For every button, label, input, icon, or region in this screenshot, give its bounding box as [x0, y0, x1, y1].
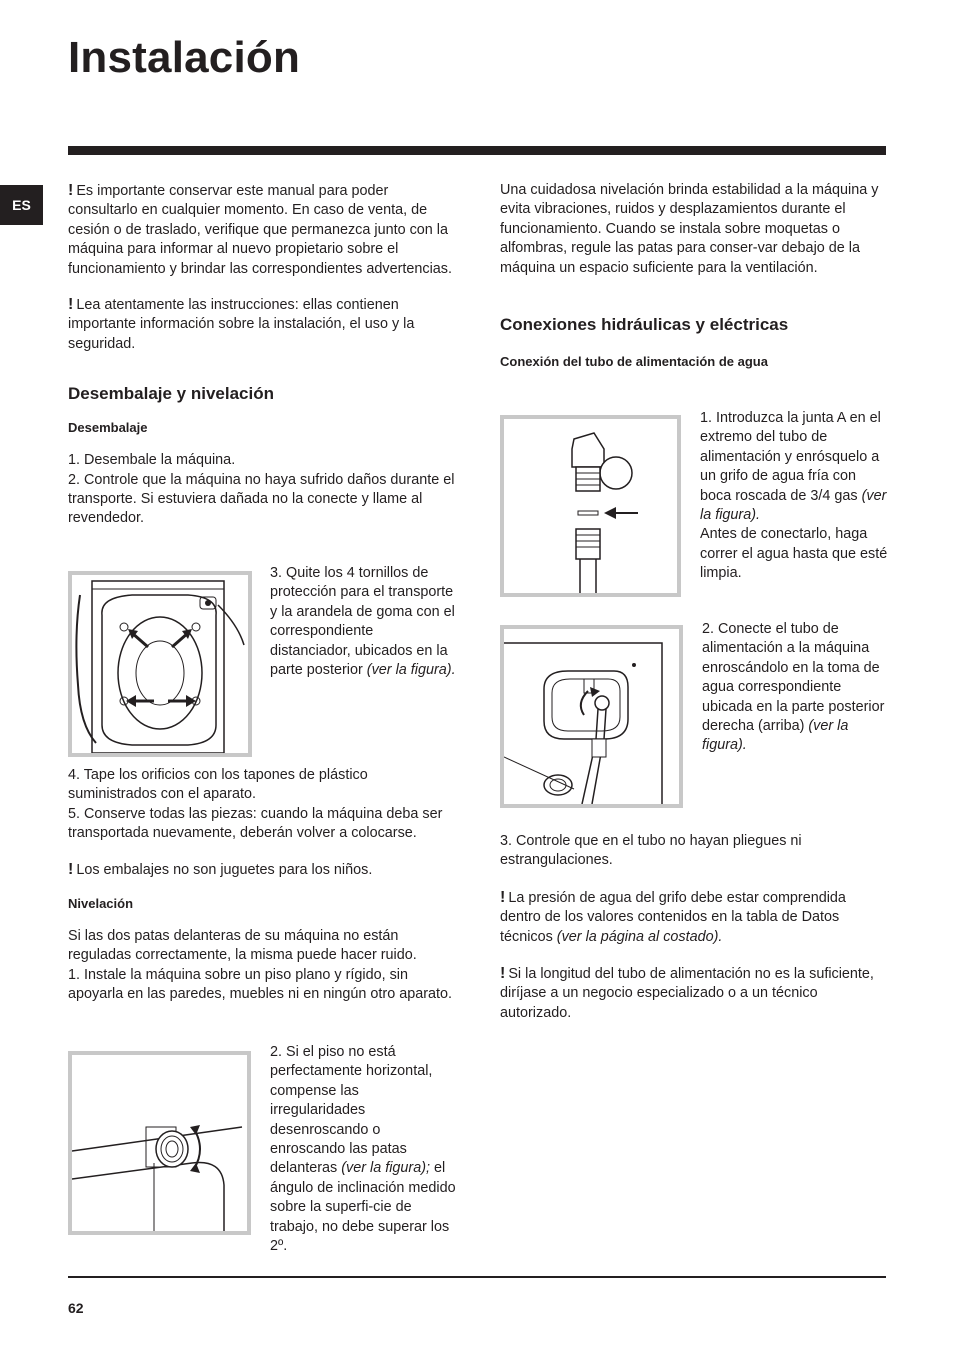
warning-paragraph: ! Los embalajes no son juguetes para los niños. — [68, 860, 373, 878]
left-column-lower — [68, 766, 456, 1005]
page-title: Instalación — [68, 33, 301, 82]
body-text: Si las dos patas delanteras de su máquina no están reguladas correctamente, la misma puede hacer ruido. — [68, 928, 417, 964]
figure-leveling-foot — [68, 1051, 251, 1235]
rear-panel-illustration — [72, 575, 248, 753]
language-tab: ES — [0, 185, 43, 225]
warning-icon: ! — [68, 296, 74, 314]
warning-paragraph: ! La presión de agua del grifo debe estar comprendida dentro de los valores contenidos en la tabla de Datos técnicos (ver la página al costado). — [500, 888, 846, 945]
section-heading: Desembalaje y nivelación — [68, 384, 274, 404]
step-text: 3. Controle que en el tubo no hayan pliegues ni estrangulaciones. — [500, 833, 802, 869]
leveling-foot-illustration — [72, 1055, 247, 1231]
right-column-lower — [500, 832, 888, 1023]
step-text: 1. Desembale la máquina. — [68, 452, 236, 469]
step-text: 2. Conecte el tubo de alimentación a la máquina enroscándolo en la toma de agua correspondiente ubicada en la parte posterior derecha (arriba) (ver la figura). — [702, 621, 885, 754]
right-column — [500, 181, 888, 371]
step-text: 1. Introduzca la junta A en el extremo del tubo de alimentación y enrósquelo a un grifo de agua fría con boca roscada de 3/4 gas (ver la figura). Antes de conectarlo, haga correr el agua hasta que esté limpia. — [700, 410, 888, 582]
subsection-heading: Conexión del tubo de alimentación de agua — [500, 354, 768, 370]
header-rule — [68, 146, 886, 155]
warning-paragraph: ! Es importante conservar este manual para poder consultarlo en cualquier momento. En caso de venta, de cesión o de traslado, verifique que permanezca junto con la máquina para informar al nuevo propietario sobre el funcionamiento y brindar las correspondientes advertencias. — [68, 182, 452, 277]
tap-connection-illustration — [504, 419, 677, 593]
step-text: 5. Conserve todas las piezas: cuando la máquina deba ser transportada nuevamente, deberán volver a colocarse. — [68, 805, 443, 842]
body-text: Una cuidadosa nivelación brinda estabilidad a la máquina y evita vibraciones, ruidos y desplazamientos durante el funcionamiento. Cuando se instala sobre moquetas o alfombras, regule las patas para conser-var debajo de la máquina un espacio suficiente para la ventilación. — [500, 182, 879, 276]
page-number: 62 — [68, 1300, 84, 1316]
step-text: 4. Tape los orificios con los tapones de plástico suministrados con el aparato. — [68, 767, 368, 803]
subsection-heading: Nivelación — [68, 896, 134, 912]
warning-icon: ! — [68, 182, 74, 199]
figure-tap-connection — [500, 415, 681, 597]
left-column — [68, 181, 456, 529]
step-text: 3. Quite los 4 tornillos de protección para el transporte y la arandela de goma con el correspondiente distanciador, ubicados en la parte posterior (ver la figura). — [270, 565, 456, 679]
figure-machine-inlet — [500, 625, 683, 808]
section-heading: Conexiones hidráulicas y eléctricas — [500, 315, 789, 335]
step-text: 2. Controle que la máquina no haya sufrido daños durante el transporte. Si estuviera dañada no la conecte y llame al revendedor. — [68, 471, 455, 527]
machine-inlet-illustration — [504, 629, 679, 804]
step-text: 1. Instale la máquina sobre un piso plano y rígido, sin apoyarla en las paredes, muebles ni en ningún otro aparato. — [68, 966, 453, 1003]
figure-rear-panel — [68, 571, 252, 757]
footer-rule — [68, 1276, 886, 1278]
warning-paragraph: ! Si la longitud del tubo de alimentación no es la suficiente, diríjase a un negocio especializado o a un técnico autorizado. — [500, 965, 874, 1021]
warning-paragraph: ! Lea atentamente las instrucciones: ellas contienen importante información sobre la instalación, el uso y la seguridad. — [68, 296, 415, 352]
warning-icon: ! — [500, 888, 506, 906]
step-text: 2. Si el piso no está perfectamente horizontal, compense las irregularidades desenroscando o enroscando las patas delanteras (ver la figura); el ángulo de inclinación medido sobre la superfi-cie de trabajo, no debe superar los 2º. — [270, 1044, 456, 1255]
warning-icon: ! — [68, 860, 74, 878]
subsection-heading: Desembalaje — [68, 420, 148, 436]
warning-icon: ! — [500, 965, 506, 983]
